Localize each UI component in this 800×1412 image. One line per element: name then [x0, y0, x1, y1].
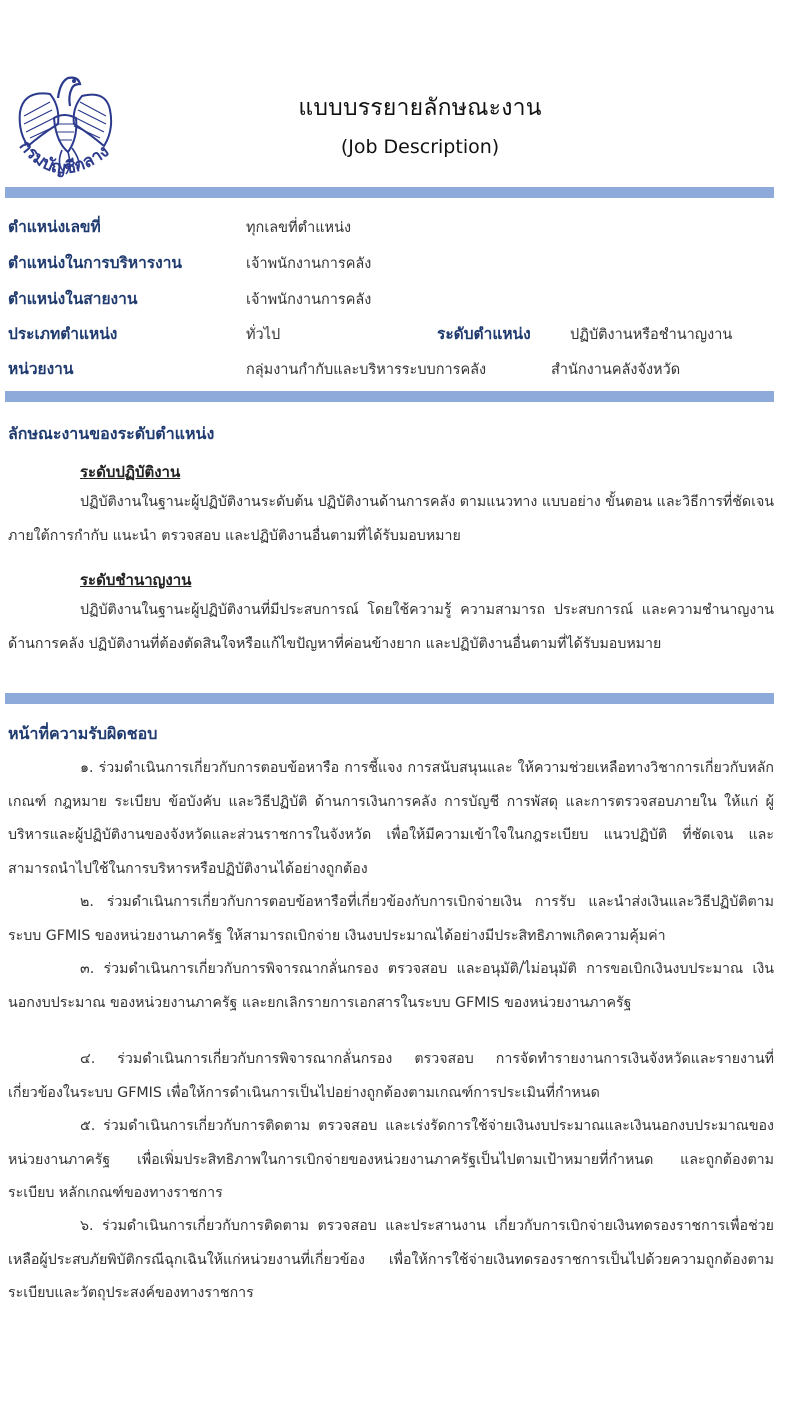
section-divider-bar [5, 391, 774, 402]
logo-caption: กรมบัญชีกลาง [14, 136, 114, 179]
level-operational-text: ปฏิบัติงานในฐานะผู้ปฏิบัติงานระดับต้น ปฏิบัติงานด้านการคลัง ตามแนวทาง แบบอย่าง ขั้นตอน และวิธีการที่ชัดเจน ภายใต้การกำกับ แนะนำ ตรวจสอบ และปฏิบัติงานอื่นตามที่ได้รับมอบหมาย [8, 494, 774, 544]
position-type-label: ประเภทตำแหน่ง [8, 325, 118, 343]
unit-office-value: สำนักงานคลังจังหวัด [551, 362, 681, 378]
level-operational-title: ระดับปฏิบัติงาน [80, 463, 181, 481]
admin-position-label: ตำแหน่งในการบริหารงาน [8, 254, 182, 272]
responsibility-item: ๔. ร่วมดำเนินการเกี่ยวกับการพิจารณากลั่นกรอง ตรวจสอบ การจัดทำรายงานการเงินจังหวัดและรายงานที่เกี่ยวข้องในระบบ GFMIS เพื่อให้การดำเนินการเป็นไปอย่างถูกต้องตามเกณฑ์การประเมินที่กำหนด [8, 1051, 774, 1101]
admin-position-value: เจ้าพนักงานการคลัง [246, 256, 372, 272]
line-position-label: ตำแหน่งในสายงาน [8, 290, 138, 308]
line-position-value: เจ้าพนักงานการคลัง [246, 292, 372, 308]
unit-label: หน่วยงาน [8, 360, 74, 378]
position-level-value: ปฏิบัติงานหรือชำนาญงาน [570, 327, 733, 343]
level-experienced-title: ระดับชำนาญงาน [80, 571, 192, 589]
responsibilities-heading: หน้าที่ความรับผิดชอบ [8, 724, 158, 743]
responsibility-item: ๕. ร่วมดำเนินการเกี่ยวกับการติดตาม ตรวจสอบ และเร่งรัดการใช้จ่ายเงินงบประมาณและเงินนอกงบประมาณของหน่วยงานภาครัฐ เพื่อเพิ่มประสิทธิภาพในการเบิกจ่ายของหน่วยงานภาครัฐเป็นไปตามเป้าหมายที่กำหนด และถูกต้องตามระเบียบ หลักเกณฑ์ของทางราชการ [8, 1118, 774, 1201]
responsibility-item: ๒. ร่วมดำเนินการเกี่ยวกับการตอบข้อหารือที่เกี่ยวข้องกับการเบิกจ่ายเงิน การรับ และนำส่งเงินและวิธีปฏิบัติตามระบบ GFMIS ของหน่วยงานภาครัฐ ให้สามารถเบิกจ่าย เงินงบประมาณได้อย่างมีประสิทธิภาพเกิดความคุ้มค่า [8, 894, 774, 944]
position-number-label: ตำแหน่งเลขที่ [8, 218, 101, 236]
unit-value: กลุ่มงานกำกับและบริหารระบบการคลัง [246, 362, 487, 378]
position-number-value: ทุกเลขที่ตำแหน่ง [246, 220, 352, 236]
section-divider-bar [5, 187, 774, 198]
document-title: แบบบรรยายลักษณะงาน [298, 95, 542, 121]
position-level-label: ระดับตำแหน่ง [437, 325, 531, 343]
responsibility-item: ๓. ร่วมดำเนินการเกี่ยวกับการพิจารณากลั่นกรอง ตรวจสอบ และอนุมัติ/ไม่อนุมัติ การขอเบิกเงินงบประมาณ เงินนอกงบประมาณ ของหน่วยงานภาครัฐ และยกเลิกรายการเอกสารในระบบ GFMIS ของหน่วยงานภาครัฐ [8, 961, 774, 1011]
level-characteristics-heading: ลักษณะงานของระดับตำแหน่ง [8, 424, 215, 443]
section-divider-bar [5, 693, 774, 704]
document-subtitle: (Job Description) [340, 136, 500, 158]
responsibility-item: ๖. ร่วมดำเนินการเกี่ยวกับการติดตาม ตรวจสอบ และประสานงาน เกี่ยวกับการเบิกจ่ายเงินทดรองราชการเพื่อช่วยเหลือผู้ประสบภัยพิบัติกรณีฉุกเฉินให้แก่หน่วยงานที่เกี่ยวข้อง เพื่อให้การใช้จ่ายเงินทดรองราชการเป็นไปด้วยความถูกต้องตามระเบียบและวัตถุประสงค์ของทางราชการ [8, 1218, 774, 1301]
level-experienced-text: ปฏิบัติงานในฐานะผู้ปฏิบัติงานที่มีประสบการณ์ โดยใช้ความรู้ ความสามารถ ประสบการณ์ และความชำนาญงานด้านการคลัง ปฏิบัติงานที่ต้องตัดสินใจหรือแก้ไขปัญหาที่ค่อนข้างยาก และปฏิบัติงานอื่นตามที่ได้รับมอบหมาย [8, 602, 774, 652]
responsibility-item: ๑. ร่วมดำเนินการเกี่ยวกับการตอบข้อหารือ การชี้แจง การสนับสนุนและ ให้ความช่วยเหลือทางวิชาการเกี่ยวกับหลักเกณฑ์ กฎหมาย ระเบียบ ข้อบังคับ และวิธีปฏิบัติ ด้านการเงินการคลัง การบัญชี การพัสดุ และการตรวจสอบภายใน ให้แก่ ผู้บริหารและผู้ปฏิบัติงานของจังหวัดและส่วนราชการในจังหวัด เพื่อให้มีความเข้าใจในกฎระเบียบ แนวปฏิบัติ ที่ชัดเจน และสามารถนำไปใช้ในการบริหารหรือปฏิบัติงานได้อย่างถูกต้อง [8, 760, 774, 877]
position-type-value: ทั่วไป [246, 327, 281, 343]
